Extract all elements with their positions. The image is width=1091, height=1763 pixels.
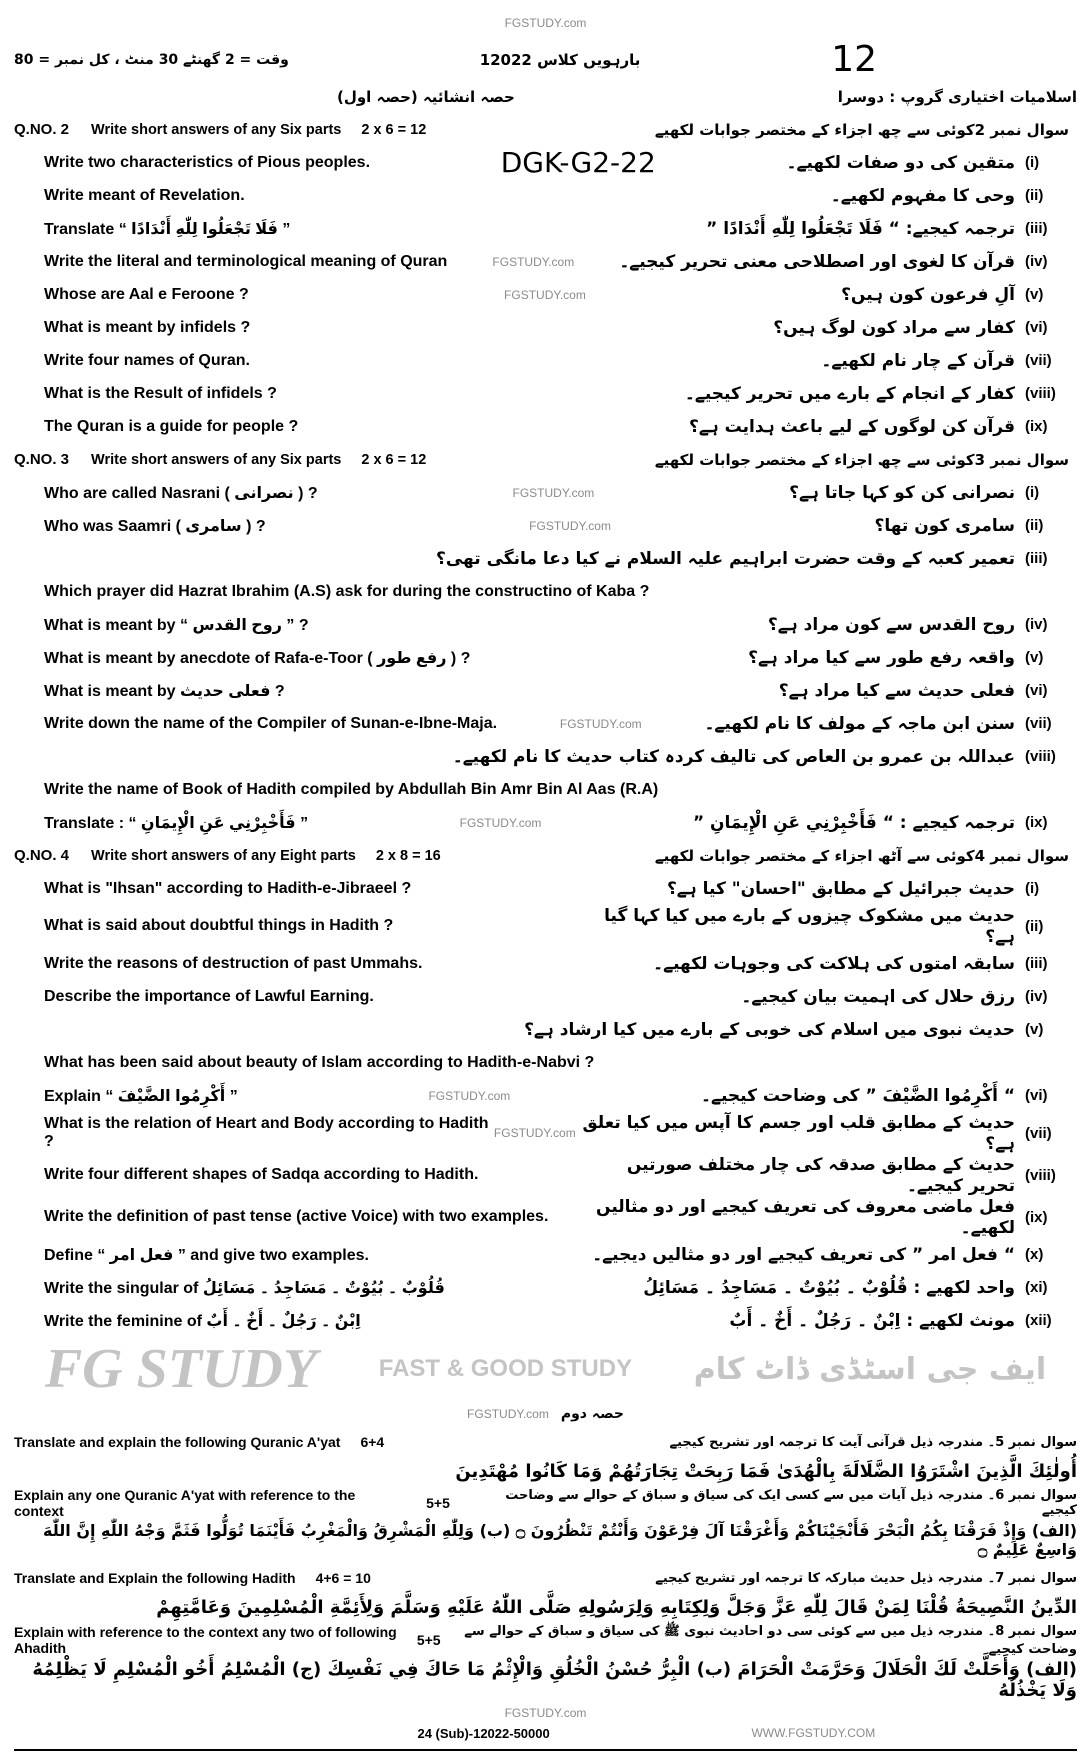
question-instruction: Write short answers of any Six parts bbox=[91, 121, 342, 138]
header-center bbox=[289, 51, 831, 69]
long-question-header bbox=[14, 1427, 1077, 1457]
question-part-english: Translate “ فَلَا تَجْعَلُوا لِلّٰهِ أَنْدَادًا ” bbox=[44, 220, 291, 238]
watermark: FGSTUDY.com bbox=[492, 254, 575, 269]
question-part-row bbox=[14, 278, 1077, 311]
exam-paper bbox=[14, 6, 1077, 1751]
question-part-row bbox=[14, 146, 1077, 179]
question-part-row bbox=[14, 1271, 1077, 1304]
question-part-row bbox=[14, 179, 1077, 212]
question-marks: 2 x 6 = 12 bbox=[361, 451, 427, 468]
part-number: (v) bbox=[1025, 1021, 1044, 1038]
long-question-marks: 5+5 bbox=[416, 1632, 441, 1648]
question-part-row bbox=[14, 740, 1077, 773]
question-part-urdu: ترجمہ کیجیے : “ فَأَخْبِرْنِي عَنِ الْإِيمَانِ ” bbox=[692, 813, 1015, 833]
long-question-english: Translate and explain the following Quranic A'yat bbox=[14, 1434, 341, 1450]
watermark-tagline: FAST & GOOD STUDY bbox=[378, 1355, 633, 1382]
watermark: FGSTUDY.com bbox=[493, 1126, 576, 1140]
row-gap bbox=[318, 486, 789, 500]
footer-rule bbox=[14, 1749, 1077, 1751]
long-question-english: Translate and Explain the following Hadith bbox=[14, 1570, 296, 1586]
question-part-english: What is said about doubtful things in Hadith ? bbox=[44, 917, 394, 934]
question-part-urdu: نصرانی کن کو کہا جاتا ہے؟ bbox=[789, 483, 1015, 503]
question-part-english: Which prayer did Hazrat Ibrahim (A.S) ask for during the constructino of Kaba ? bbox=[44, 582, 650, 600]
footer-right bbox=[550, 1726, 1077, 1740]
question-marks: 2 x 8 = 16 bbox=[375, 847, 441, 864]
question-part-english: Write the singular of قُلُوْبٌ ۔ بُيُوْتٌ ۔ مَسَاجِدُ ۔ مَسَائِلُ bbox=[44, 1279, 445, 1297]
row-gap bbox=[249, 288, 841, 302]
question-part-english: What is meant by infidels ? bbox=[44, 318, 251, 336]
part-number: (i) bbox=[1025, 154, 1040, 171]
question-part-row bbox=[14, 212, 1077, 245]
header-row-2 bbox=[14, 80, 1077, 113]
question-part-urdu: وحی کا مفہوم لکھیے۔ bbox=[830, 186, 1015, 206]
question-part-row bbox=[14, 245, 1077, 278]
part-number: (iii) bbox=[1025, 550, 1048, 567]
question-label: Q.NO. 2 bbox=[14, 121, 70, 138]
part-number: (vii) bbox=[1025, 1124, 1052, 1142]
part-number: (vii) bbox=[1025, 352, 1052, 369]
watermark-band bbox=[14, 1337, 1077, 1401]
question-part-row bbox=[14, 980, 1077, 1013]
question-part-english: Translate : “ فَأَخْبِرْنِي عَنِ الْإِيمَانِ ” bbox=[44, 814, 309, 832]
handwritten-code: DGK-G2-22 bbox=[500, 146, 656, 179]
watermark: FGSTUDY.com bbox=[467, 1407, 549, 1421]
question-instruction: Write short answers of any Eight parts bbox=[91, 847, 356, 864]
part-number: (vi) bbox=[1025, 682, 1048, 699]
part-number: (i) bbox=[1025, 484, 1040, 501]
part-number: (x) bbox=[1025, 1246, 1044, 1263]
row-gap bbox=[266, 519, 875, 533]
part-number: (viii) bbox=[1025, 748, 1056, 765]
question-part-english: Who are called Nasrani ( نصرانی ) ? bbox=[44, 484, 318, 502]
question-part-urdu: ترجمہ کیجیے: “ فَلَا تَجْعَلُوا لِلّٰهِ أَنْدَادًا ” bbox=[706, 219, 1015, 239]
part-number: (xii) bbox=[1025, 1312, 1052, 1329]
question-part-urdu: واقعہ رفع طور سے کیا مراد ہے؟ bbox=[748, 648, 1015, 668]
question-part-english: Write down the name of the Compiler of Sunan-e-Ibne-Maja. bbox=[44, 714, 498, 732]
long-question-header bbox=[14, 1623, 1077, 1657]
question-header bbox=[14, 443, 1077, 476]
long-question-marks: 4+6 = 10 bbox=[315, 1570, 371, 1586]
question-part-row bbox=[14, 1154, 1077, 1196]
quoted-text-row bbox=[14, 1593, 1077, 1623]
part-number: (i) bbox=[1025, 880, 1040, 897]
question-part-row bbox=[14, 377, 1077, 410]
watermark: FGSTUDY.com bbox=[459, 815, 542, 830]
part-number: (ix) bbox=[1025, 1208, 1048, 1226]
question-part-english: Define “ فعل امر ” and give two examples. bbox=[44, 1246, 369, 1264]
question-label: Q.NO. 3 bbox=[14, 451, 70, 468]
question-part-english: Write the name of Book of Hadith compiled by Abdullah Bin Amr Bin Al Aas (R.A) bbox=[44, 780, 659, 798]
quoted-text: (الف) وَإِذْ فَرَقْنَا بِكُمُ الْبَحْرَ فَأَنْجَيْنَاكُمْ وَأَغْرَقْنَا آلَ فِرْعَوْنَ وَأَنْتُمْ تَنْظُرُونَ ۝ (ب) وَلِلّٰهِ الْمَشْرِقُ وَالْمَغْرِبُ فَأَيْنَمَا تُوَلُّوا فَثَمَّ وَجْهُ اللّٰهِ إِنَّ اللّٰهَ وَاسِعٌ عَلِيمٌ ۝ bbox=[43, 1521, 1077, 1559]
question-part-urdu: فعلی حدیث سے کیا مراد ہے؟ bbox=[778, 681, 1015, 701]
question-part-row bbox=[14, 641, 1077, 674]
question-part-english: What is meant by فعلی حدیث ? bbox=[44, 682, 285, 700]
question-part-urdu: “ فعل امر ” کی تعریف کیجیے اور دو مثالیں دیجیے۔ bbox=[592, 1245, 1015, 1265]
question-part-english: What is "Ihsan" according to Hadith-e-Jibraeel ? bbox=[44, 879, 412, 897]
part-number: (iv) bbox=[1025, 988, 1048, 1005]
part-number: (ix) bbox=[1025, 814, 1048, 831]
question-part-urdu: کفار کے انجام کے بارے میں تحریر کیجیے۔ bbox=[684, 384, 1015, 404]
question-part-row bbox=[14, 608, 1077, 641]
question-part-urdu: رزق حلال کی اہمیت بیان کیجیے۔ bbox=[741, 987, 1015, 1007]
quoted-text-row bbox=[14, 1657, 1077, 1705]
question-part-row bbox=[14, 311, 1077, 344]
long-question-header bbox=[14, 1563, 1077, 1593]
question-part-urdu: سامری کون تھا؟ bbox=[874, 515, 1015, 536]
question-part-english: Whose are Aal e Feroone ? bbox=[44, 285, 249, 303]
question-part-english: What is the relation of Heart and Body according to Hadith ? bbox=[44, 1115, 489, 1150]
long-question-english: Explain any one Quranic A'yat with reference to the context bbox=[14, 1487, 356, 1519]
question-part-urdu: فعل ماضی معروف کی تعریف کیجیے اور دو مثالیں لکھیے۔ bbox=[596, 1197, 1015, 1238]
question-part-english: Explain “ أَكْرِمُوا الضَّيْفَ ” bbox=[44, 1087, 238, 1105]
question-label-urdu: سوال نمبر 2 bbox=[974, 120, 1069, 139]
part-number: (viii) bbox=[1025, 1166, 1056, 1184]
question-part-row bbox=[14, 1013, 1077, 1046]
footer-code: 24 (Sub)-12022-50000 bbox=[417, 1725, 550, 1741]
watermark: FGSTUDY.com bbox=[504, 1706, 587, 1720]
long-question-urdu: سوال نمبر 5۔ مندرجہ ذیل قرآنی آیت کا ترجمہ اور تشریح کیجیے bbox=[669, 1434, 1077, 1450]
question-header bbox=[14, 113, 1077, 146]
question-part-row bbox=[14, 905, 1077, 947]
row-gap bbox=[447, 255, 619, 269]
watermark-top: FGSTUDY.com bbox=[504, 15, 587, 30]
header-center-2 bbox=[14, 88, 838, 106]
handwritten-number: 12 bbox=[831, 39, 877, 80]
part-number: (iii) bbox=[1025, 955, 1048, 972]
question-part-row bbox=[14, 872, 1077, 905]
question-part-row bbox=[14, 542, 1077, 575]
question-part-urdu: سنن ابن ماجہ کے مولف کا نام لکھیے۔ bbox=[704, 714, 1015, 734]
question-label: Q.NO. 4 bbox=[14, 847, 70, 864]
question-part-english: The Quran is a guide for people ? bbox=[44, 417, 299, 435]
quoted-text: الدِّينُ النَّصِيحَةُ قُلْنَا لِمَنْ قَالَ لِلّٰهِ عَزَّ وَجَلَّ وَلِكِتَابِهِ وَلِرَسُولِهِ صَلَّى اللّٰهُ عَلَيْهِ وَسَلَّمَ وَلِأَئِمَّةِ الْمُسْلِمِينَ وَعَامَّتِهِمْ bbox=[156, 1596, 1077, 1618]
question-part-urdu: حدیث کے مطابق قلب اور جسم کا آپس میں کیا تعلق ہے؟ bbox=[582, 1113, 1015, 1154]
question-part-english: What is meant by “ روح القدس ” ? bbox=[44, 616, 309, 634]
watermark: FGSTUDY.com bbox=[512, 485, 595, 500]
part-two-title: حصہ دوم bbox=[560, 1406, 624, 1422]
long-question-urdu: سوال نمبر 6۔ مندرجہ ذیل آیات میں سے کسی ایک کی سیاق و سباق کے حوالے سے وضاحت کیجیے bbox=[505, 1488, 1077, 1518]
part-number: (vi) bbox=[1025, 319, 1048, 336]
question-part-row bbox=[14, 410, 1077, 443]
question-part-urdu: مونث لکھیے : اِبْنٌ ۔ رَجُلٌ ۔ أَخٌ ۔ أَبٌ bbox=[729, 1311, 1015, 1331]
question-part-english: Write four different shapes of Sadqa according to Hadith. bbox=[44, 1166, 479, 1183]
question-part-urdu: “ أَكْرِمُوا الضَّيْفَ ” کی وضاحت کیجیے۔ bbox=[701, 1086, 1015, 1106]
quoted-text-row bbox=[14, 1519, 1077, 1563]
long-question-urdu: سوال نمبر 8۔ مندرجہ ذیل میں سے کوئی سی دو احادیث نبوی ﷺ کی سیاق و سباق کے حوالے سے وضاحت کیجیے bbox=[464, 1624, 1077, 1657]
footer-row bbox=[14, 1721, 1077, 1745]
question-part-row bbox=[14, 1112, 1077, 1154]
question-part-english: What has been said about beauty of Islam according to Hadith-e-Nabvi ? bbox=[44, 1053, 595, 1071]
subject-group: اسلامیات اختیاری گروپ : دوسرا bbox=[837, 87, 1077, 106]
quoted-text-row bbox=[14, 1457, 1077, 1487]
question-part-english: Who was Saamri ( سامری ) ? bbox=[44, 517, 266, 535]
section-title: حصہ انشائیہ (حصہ اول) bbox=[336, 87, 515, 106]
question-label-urdu: سوال نمبر 4 bbox=[974, 846, 1069, 865]
question-part-english: Write the reasons of destruction of past Ummahs. bbox=[44, 954, 423, 972]
part-number: (viii) bbox=[1025, 385, 1056, 402]
long-question-marks: 5+5 bbox=[426, 1495, 450, 1511]
question-part-english: Write the definition of past tense (active Voice) with two examples. bbox=[44, 1208, 549, 1225]
quoted-text: (الف) وَأَحَلَّتْ لَكَ الْحَلَالَ وَحَرَّمَتْ الْحَرَامَ (ب) الْبِرُّ حُسْنُ الْخُلُقِ وَالْإِثْمُ مَا حَاكَ فِي نَفْسِكَ (ج) الْمُسْلِمُ أَخُو الْمُسْلِمِ لَا يَظْلِمُهُ وَلَا يَخْذُلُهُ bbox=[32, 1659, 1077, 1701]
question-part-english: Write the literal and terminological meaning of Quran bbox=[44, 252, 448, 270]
watermark: FGSTUDY.com bbox=[559, 716, 642, 731]
watermark: FGSTUDY.com bbox=[428, 1088, 511, 1103]
question-part-english: Write two characteristics of Pious peoples. bbox=[44, 153, 371, 171]
watermark: FGSTUDY.com bbox=[529, 518, 611, 533]
question-label-urdu: سوال نمبر 3 bbox=[974, 450, 1069, 469]
row-gap bbox=[497, 717, 704, 731]
question-part-english: Describe the importance of Lawful Earning. bbox=[44, 987, 374, 1005]
question-instruction-urdu: کوئی سے چھ اجزاء کے مختصر جوابات لکھیے bbox=[654, 450, 975, 469]
question-part-urdu: قرآن کے چار نام لکھیے۔ bbox=[821, 351, 1015, 371]
part-number: (xi) bbox=[1025, 1279, 1048, 1296]
question-part-urdu: واحد لکھیے : قُلُوْبٌ ۔ بُيُوْتٌ ۔ مَسَاجِدُ ۔ مَسَائِلُ bbox=[643, 1278, 1015, 1298]
part-two-title-row bbox=[14, 1401, 1077, 1427]
part-number: (ii) bbox=[1025, 517, 1044, 534]
question-part-urdu: حدیث میں مشکوک چیزوں کے بارے میں کیا کہا گیا ہے؟ bbox=[604, 906, 1015, 947]
question-part-english: Write four names of Quran. bbox=[44, 351, 250, 369]
question-part-urdu: سابقہ امتوں کی ہلاکت کی وجوہات لکھیے۔ bbox=[653, 954, 1015, 974]
watermark: FGSTUDY.com bbox=[504, 287, 586, 302]
row-gap bbox=[238, 1089, 701, 1103]
question-part-urdu: متقین کی دو صفات لکھیے۔ bbox=[786, 153, 1015, 173]
long-question-marks: 6+4 bbox=[360, 1434, 385, 1450]
watermark-urdu: ایف جی اسٹڈی ڈاٹ کام bbox=[693, 1351, 1047, 1387]
question-part-row bbox=[14, 947, 1077, 980]
question-part-row bbox=[14, 476, 1077, 509]
part-number: (v) bbox=[1025, 649, 1044, 666]
question-part-row bbox=[14, 773, 1077, 806]
question-part-row bbox=[14, 1079, 1077, 1112]
watermark-row bbox=[14, 1705, 1077, 1721]
question-part-urdu: کفار سے مراد کون لوگ ہیں؟ bbox=[773, 318, 1015, 338]
long-question-urdu: سوال نمبر 7۔ مندرجہ ذیل حدیث مبارکہ کا ترجمہ اور تشریح کیجیے bbox=[655, 1570, 1077, 1586]
row-gap bbox=[495, 1126, 575, 1140]
question-part-row bbox=[14, 806, 1077, 839]
question-part-urdu: تعمیر کعبہ کے وقت حضرت ابراہیم علیہ السلام نے کیا دعا مانگی تھی؟ bbox=[436, 549, 1015, 569]
question-part-english: What is meant by anecdote of Rafa-e-Toor ( رفع طور ) ? bbox=[44, 649, 471, 667]
quoted-text: أُولٰئِكَ الَّذِينَ اشْتَرَوُا الضَّلَالَةَ بِالْهُدَىٰ فَمَا رَبِحَتْ تِجَارَتُهُمْ وَمَا كَانُوا مُهْتَدِينَ bbox=[455, 1460, 1077, 1482]
question-part-row bbox=[14, 1196, 1077, 1238]
question-part-row bbox=[14, 344, 1077, 377]
part-number: (iv) bbox=[1025, 616, 1048, 633]
header-row-1 bbox=[14, 39, 1077, 80]
part-number: (vi) bbox=[1025, 1087, 1048, 1104]
big-watermark: FG STUDY bbox=[44, 1338, 318, 1400]
time-and-marks: وقت = 2 گھنٹے 30 منٹ ، کل نمبر = 80 bbox=[14, 51, 289, 68]
part-number: (iii) bbox=[1025, 220, 1048, 237]
question-part-row bbox=[14, 1046, 1077, 1079]
question-part-row bbox=[14, 575, 1077, 608]
question-part-english: Write the feminine of اِبْنٌ ۔ رَجُلٌ ۔ أَخٌ ۔ أَبٌ bbox=[44, 1312, 361, 1330]
header-top-row bbox=[14, 6, 1077, 39]
question-part-row bbox=[14, 674, 1077, 707]
question-part-urdu: روح القدس سے کون مراد ہے؟ bbox=[767, 615, 1015, 635]
long-question-english: Explain with reference to the context any two of following Ahadith bbox=[14, 1624, 397, 1656]
long-question-header bbox=[14, 1487, 1077, 1519]
question-header bbox=[14, 839, 1077, 872]
question-part-urdu: حدیث کے مطابق صدقہ کی چار مختلف صورتیں تحریر کیجیے۔ bbox=[626, 1155, 1015, 1196]
question-instruction: Write short answers of any Six parts bbox=[91, 451, 342, 468]
part-number: (vii) bbox=[1025, 715, 1052, 732]
question-instruction-urdu: کوئی سے چھ اجزاء کے مختصر جوابات لکھیے bbox=[654, 120, 975, 139]
question-part-row bbox=[14, 1238, 1077, 1271]
row-gap bbox=[370, 146, 787, 179]
question-part-row bbox=[14, 707, 1077, 740]
part-number: (ii) bbox=[1025, 187, 1044, 204]
question-part-row bbox=[14, 509, 1077, 542]
question-part-english: Write meant of Revelation. bbox=[44, 186, 245, 204]
question-part-urdu: عبداللہ بن عمرو بن العاص کی تالیف کردہ کتاب حدیث کا نام لکھیے۔ bbox=[452, 747, 1015, 767]
part-number: (iv) bbox=[1025, 253, 1048, 270]
class-code: بارہویں کلاس 12022 bbox=[479, 50, 641, 69]
row-gap bbox=[308, 816, 693, 830]
question-part-urdu: حدیث جبرائیل کے مطابق "احسان" کیا ہے؟ bbox=[666, 879, 1015, 899]
footer-site: WWW.FGSTUDY.COM bbox=[751, 1726, 876, 1740]
question-marks: 2 x 6 = 12 bbox=[361, 121, 427, 138]
question-part-urdu: قرآن کا لغوی اور اصطلاحی معنی تحریر کیجیے۔ bbox=[619, 252, 1015, 272]
part-number: (v) bbox=[1025, 286, 1044, 303]
question-instruction-urdu: کوئی سے آٹھ اجزاء کے مختصر جوابات لکھیے bbox=[654, 846, 975, 865]
part-number: (ix) bbox=[1025, 418, 1048, 435]
question-part-urdu: قرآن کن لوگوں کے لیے باعث ہدایت ہے؟ bbox=[688, 417, 1015, 437]
question-part-row bbox=[14, 1304, 1077, 1337]
question-part-urdu: آلِ فرعون کون ہیں؟ bbox=[841, 285, 1015, 305]
question-part-english: What is the Result of infidels ? bbox=[44, 384, 277, 402]
question-part-urdu: حدیث نبوی میں اسلام کی خوبی کے بارے میں کیا ارشاد ہے؟ bbox=[524, 1020, 1015, 1040]
part-number: (ii) bbox=[1025, 917, 1044, 935]
